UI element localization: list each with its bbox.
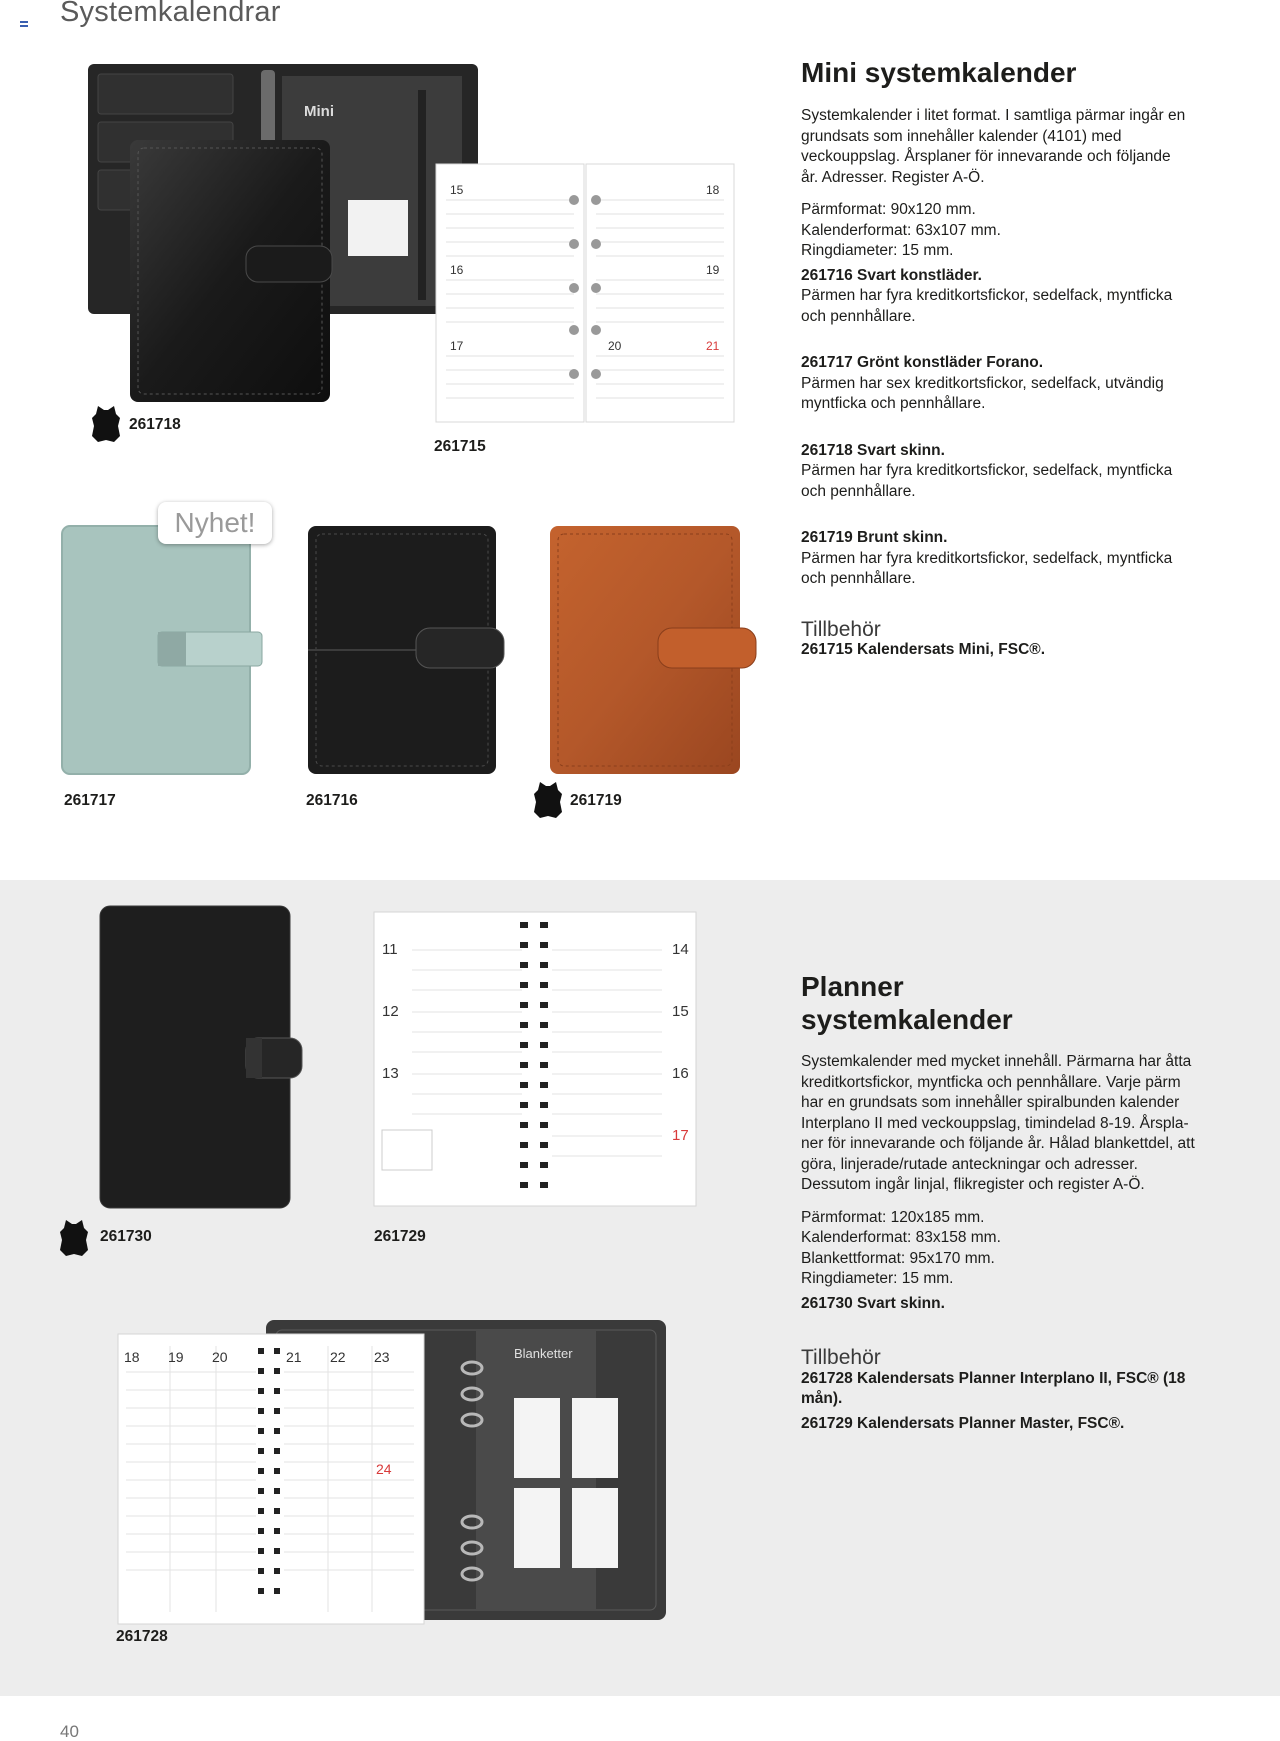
mini-title: Mini systemkalender: [801, 57, 1077, 88]
variant-detail: Pärmen har fyra kreditkortsfickor, sedelfack, myntficka och pennhållare.: [801, 287, 1173, 325]
master-day: 17: [672, 1127, 689, 1144]
refill-day: 17: [450, 339, 464, 353]
mini-spec: Pärmformat: 90x120 mm.: [801, 201, 976, 218]
code-261729: 261729: [374, 1228, 426, 1245]
interplano-day: 22: [330, 1349, 346, 1365]
mini-spec: Ringdiameter: 15 mm.: [801, 242, 954, 259]
code-261718: 261718: [129, 416, 181, 433]
mini-green-binder-image: [58, 522, 268, 780]
interplano-day: 20: [212, 1349, 228, 1365]
code-261715: 261715: [434, 438, 486, 455]
variant-name: 261717 Grönt konstläder Forano.: [801, 354, 1044, 371]
mini-refill-image: [432, 160, 738, 426]
interplano-day: 21: [286, 1349, 302, 1365]
mini-description: Systemkalender i litet format. I samtliga pärmar ingår en grundsats som innehåller kalender (4101) med veckouppslag. Årsplaner för innevarande och följande år. Adresser. Register A-Ö.: [801, 107, 1186, 186]
interplano-day: 23: [374, 1349, 390, 1365]
planner-master-refill-image: [372, 910, 700, 1208]
planner-description: Systemkalender med mycket innehåll. Pärmarna har åtta kreditkortsfickor, myntficka och pennhållare. Varje pärm har en grundsats som innehåller spiralbunden kalender Interplano II med veckouppslag, timindelad 8-19. Årspla-ner för innevarande och följande år. Hålad blankettdel, att göra, linjerade/rutade anteckningar och adresser. Dessutom ingår linjal, flikregister och register A-Ö.: [801, 1053, 1195, 1193]
planner-spec: Ringdiameter: 15 mm.: [801, 1270, 954, 1287]
accessory-item: 261728 Kalendersats Planner Interplano II, FSC® (18 mån).: [801, 1369, 1186, 1407]
code-261716: 261716: [306, 792, 358, 809]
variant-name: 261718 Svart skinn.: [801, 441, 945, 459]
planner-accessories-heading: Tillbehör: [801, 1346, 881, 1369]
planner-spec: Pärmformat: 120x185 mm.: [801, 1208, 985, 1226]
leather-icon: [58, 1218, 90, 1258]
refill-day: 21: [706, 339, 720, 353]
new-badge: Nyhet!: [158, 502, 272, 544]
variant-name: 261716 Svart konstläder.: [801, 266, 982, 284]
variant-name: 261730 Svart skinn.: [801, 1294, 945, 1312]
page-number: 40: [60, 1722, 79, 1741]
planner-spec: Blankettformat: 95x170 mm.: [801, 1249, 995, 1267]
mini-spec: Kalenderformat: 63x107 mm.: [801, 221, 1001, 239]
refill-day: 19: [706, 263, 720, 277]
code-261728: 261728: [116, 1628, 168, 1645]
planner-title-line2: systemkalender: [801, 1004, 1013, 1035]
mini-text: [801, 106, 1191, 661]
mini-brown-binder-image: [546, 522, 760, 780]
interplano-day: 18: [124, 1349, 140, 1365]
code-261719: 261719: [570, 792, 622, 809]
refill-day: 15: [450, 183, 464, 197]
mini-open-binder-image: [86, 60, 486, 405]
mini-accessories-heading: Tillbehör: [801, 617, 881, 641]
variant-detail: Pärmen har sex kreditkortsfickor, sedelfack, utvändig myntficka och pennhållare.: [801, 374, 1164, 412]
master-day: 16: [672, 1065, 689, 1082]
interplano-day: 19: [168, 1349, 184, 1365]
planner-title-line1: Planner: [801, 971, 904, 1002]
refill-day: 18: [706, 183, 720, 197]
refill-day: 20: [608, 339, 622, 353]
refill-day: 16: [450, 263, 464, 277]
master-day: 13: [382, 1065, 399, 1082]
variant-name: 261719 Brunt skinn.: [801, 529, 948, 546]
code-261717: 261717: [64, 792, 116, 809]
variant-detail: Pärmen har fyra kreditkortsfickor, sedelfack, myntficka och pennhållare.: [801, 549, 1173, 587]
forms-title: Blanketter: [514, 1346, 573, 1361]
master-day: 15: [672, 1003, 689, 1020]
accessory-item: 261729 Kalendersats Planner Master, FSC®.: [801, 1414, 1125, 1432]
language-flag-icon: [20, 21, 28, 27]
mini-cover-text: Mini: [304, 103, 334, 120]
interplano-day: 24: [376, 1461, 392, 1477]
master-day: 11: [382, 941, 398, 958]
code-261730: 261730: [100, 1228, 152, 1245]
mini-black-binder-image: [304, 522, 508, 780]
variant-detail: Pärmen har fyra kreditkortsfickor, sedelfack, myntficka och pennhållare.: [801, 462, 1173, 500]
accessory-item: 261715 Kalendersats Mini, FSC®.: [801, 641, 1046, 658]
planner-binder-image: [96, 902, 306, 1214]
planner-text: [801, 1052, 1197, 1434]
master-day: 12: [382, 1003, 399, 1020]
planner-title: [801, 970, 1201, 1036]
page-title: Systemkalendrar: [60, 0, 281, 28]
leather-icon: [90, 404, 122, 444]
planner-spec: Kalenderformat: 83x158 mm.: [801, 1229, 1001, 1246]
planner-interplano-open-image: [116, 1312, 676, 1626]
master-day: 14: [672, 941, 689, 958]
leather-icon: [532, 780, 564, 820]
